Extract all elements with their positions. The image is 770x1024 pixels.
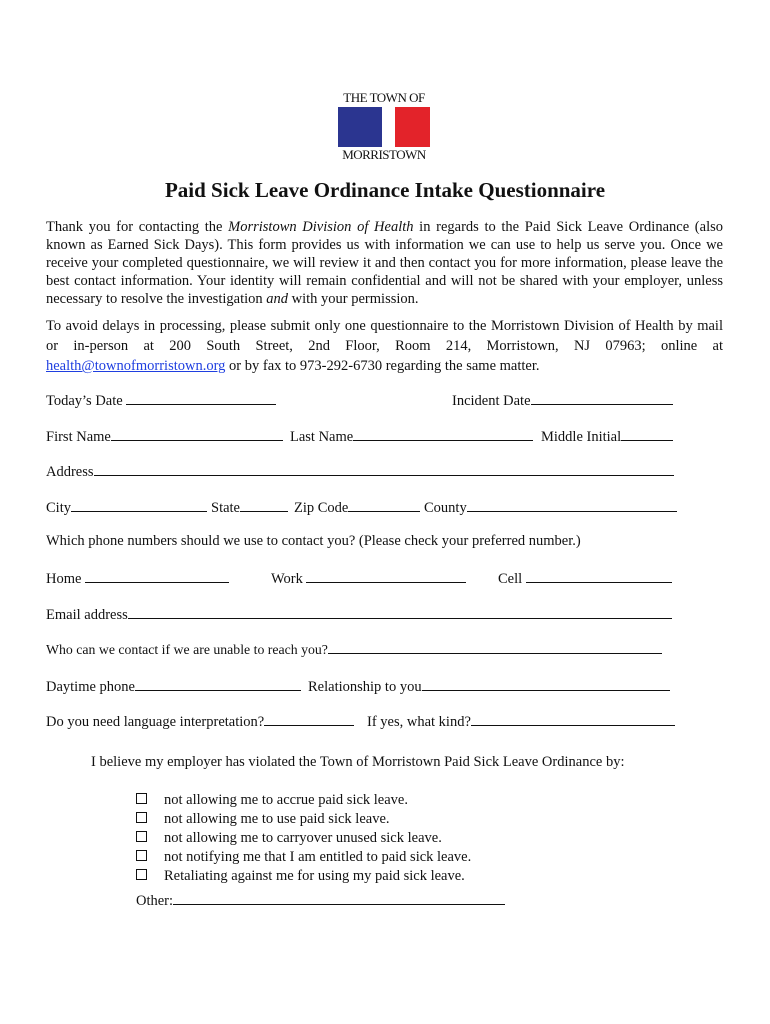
other-row: [136, 890, 336, 910]
label: Retaliating against me for using my paid sick leave.: [164, 868, 465, 884]
logo-line1: THE TOWN OF: [343, 90, 425, 105]
row-address: [46, 461, 678, 481]
label: Address: [46, 464, 94, 480]
checkbox[interactable]: [136, 793, 147, 804]
address-field[interactable]: [94, 461, 674, 476]
town-logo: [336, 90, 432, 162]
row-dates: [46, 390, 678, 410]
label: not allowing me to accrue paid sick leave.: [164, 792, 408, 808]
label: Do you need language interpretation?: [46, 714, 265, 730]
text: with your permission.: [288, 291, 419, 307]
row-interpretation: [46, 711, 678, 731]
label: Home: [46, 571, 82, 587]
label: Zip Code: [294, 500, 349, 516]
text: Morristown Division of Health: [228, 219, 414, 235]
zip-field[interactable]: [348, 497, 420, 512]
intro-paragraph: [46, 218, 723, 308]
text: or by fax to 973-292-6730 regarding the same matter.: [225, 358, 540, 374]
row-alt-contact: [46, 639, 678, 659]
daytime-phone-field[interactable]: [135, 676, 301, 691]
label: not allowing me to carryover unused sick leave.: [164, 830, 442, 846]
checkbox-item[interactable]: [136, 868, 465, 885]
text: and: [266, 291, 289, 307]
cell-phone-field[interactable]: [526, 568, 672, 583]
first-name-field[interactable]: [111, 426, 283, 441]
label: Today’s Date: [46, 393, 123, 409]
text: Thank you for contacting the: [46, 219, 229, 235]
label: City: [46, 500, 71, 516]
text: in regards to the Paid Sick Leave Ordinance (also known as Earned Sick Days). This form provides us with information we can use to help us serve you. Once we receive your completed questionnaire, we will review it and then contact you for more information, please leave the best contact information. Your identity will remain confidential and will not be shared with your employer, unless necessary to resolve the investigation: [46, 219, 723, 307]
label: First Name: [46, 429, 111, 445]
label: not allowing me to use paid sick leave.: [164, 811, 390, 827]
label: Who can we contact if we are unable to reach you?: [46, 642, 328, 657]
logo-line2: MORRISTOWN: [342, 147, 426, 162]
last-name-field[interactable]: [353, 426, 533, 441]
label: Relationship to you: [308, 679, 422, 695]
label: If yes, what kind?: [367, 714, 471, 730]
label: Cell: [498, 571, 523, 587]
label: County: [424, 500, 467, 516]
home-phone-field[interactable]: [85, 568, 229, 583]
work-phone-field[interactable]: [306, 568, 466, 583]
email-link[interactable]: health@townofmorristown.org: [46, 358, 226, 374]
other-field[interactable]: [173, 890, 505, 905]
label: Last Name: [290, 429, 354, 445]
state-field[interactable]: [240, 497, 288, 512]
phone-question: Which phone numbers should we use to contact you? (Please check your preferred number.): [46, 533, 581, 549]
label: Middle Initial: [541, 429, 622, 445]
row-phones: [46, 568, 678, 588]
checkbox-item[interactable]: [136, 811, 390, 828]
row-city: [46, 497, 678, 517]
violation-heading: I believe my employer has violated the Town of Morristown Paid Sick Leave Ordinance by:: [91, 754, 625, 770]
label: Incident Date: [452, 393, 531, 409]
label: Daytime phone: [46, 679, 135, 695]
checkbox[interactable]: [136, 831, 147, 842]
checkbox-item[interactable]: [136, 830, 442, 847]
label: Work: [271, 571, 303, 587]
label: Other:: [136, 893, 174, 909]
checkbox[interactable]: [136, 850, 147, 861]
interpretation-field[interactable]: [264, 711, 354, 726]
email-field[interactable]: [128, 604, 672, 619]
label: Email address: [46, 607, 128, 623]
relationship-field[interactable]: [422, 676, 670, 691]
checkbox-item[interactable]: [136, 792, 408, 809]
county-field[interactable]: [467, 497, 677, 512]
checkbox[interactable]: [136, 869, 147, 880]
checkbox[interactable]: [136, 812, 147, 823]
page-title: Paid Sick Leave Ordinance Intake Questionnaire: [164, 178, 606, 202]
todays-date-field[interactable]: [126, 390, 276, 405]
label: not notifying me that I am entitled to paid sick leave.: [164, 849, 472, 865]
checkbox-item[interactable]: [136, 849, 472, 866]
middle-initial-field[interactable]: [621, 426, 673, 441]
incident-date-field[interactable]: [531, 390, 673, 405]
alt-contact-field[interactable]: [328, 639, 662, 654]
city-field[interactable]: [71, 497, 207, 512]
row-email: [46, 604, 678, 624]
interpretation-kind-field[interactable]: [471, 711, 675, 726]
submission-paragraph: [46, 316, 723, 376]
row-name: [46, 426, 678, 446]
row-daytime: [46, 676, 678, 696]
text: To avoid delays in processing, please submit only one questionnaire to the Morristown Division of Health by mail or in-person at 200 South Street, 2nd Floor, Room 214, Morristown, NJ 07963; online at: [46, 318, 723, 354]
logo-flag-image: [338, 107, 430, 147]
label: State: [211, 500, 240, 516]
